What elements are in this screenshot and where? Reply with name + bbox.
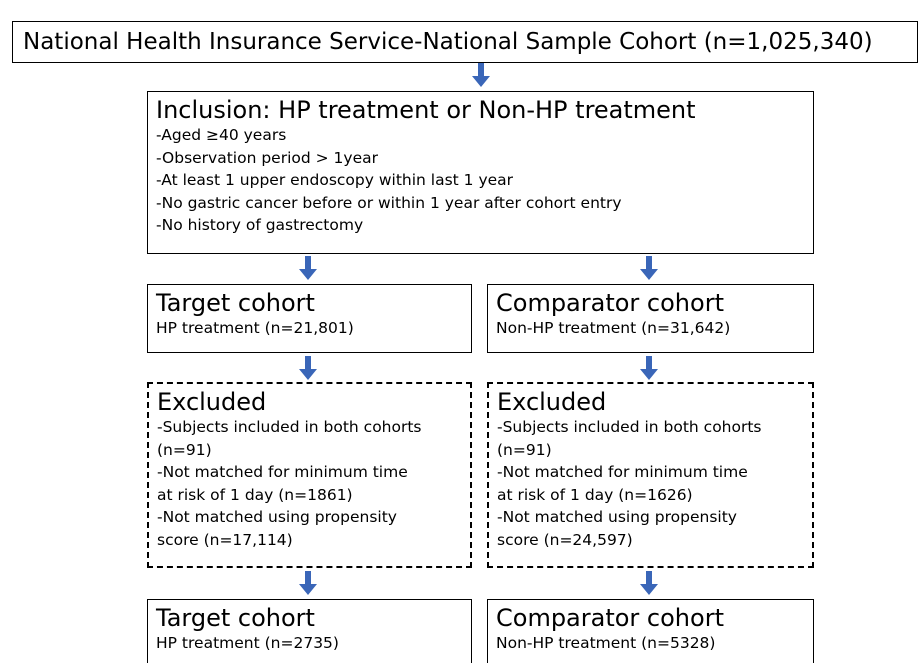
inclusion-criterion: -Observation period > 1year <box>156 148 378 167</box>
excluded-target-line: -Not matched for minimum time <box>157 463 408 481</box>
comparator-cohort-count: Non-HP treatment (n=31,642) <box>496 319 731 337</box>
excluded-target-line: -Subjects included in both cohorts <box>157 418 422 436</box>
excluded-comparator-line: at risk of 1 day (n=1626) <box>497 485 693 504</box>
inclusion-criterion: -No gastric cancer before or within 1 year after cohort entry <box>156 193 622 212</box>
inclusion-criterion: -Aged ≥40 years <box>156 126 287 144</box>
excluded-comparator-line: -Subjects included in both cohorts <box>497 418 762 436</box>
inclusion-title: Inclusion: HP treatment or Non-HP treatment <box>156 96 696 124</box>
flow-arrow-icon <box>470 63 492 87</box>
comparator-final-box <box>487 599 814 663</box>
excluded-target-line: (n=91) <box>157 440 212 459</box>
excluded-comparator-line: -Not matched using propensity <box>497 508 737 526</box>
flow-arrow-icon <box>638 571 660 595</box>
excluded-target-line: -Not matched using propensity <box>157 508 397 526</box>
comparator-final-title: Comparator cohort <box>496 604 724 632</box>
inclusion-criterion: -No history of gastrectomy <box>156 216 364 234</box>
comparator-cohort-box <box>487 284 814 353</box>
comparator-cohort-title: Comparator cohort <box>496 289 724 317</box>
flow-arrow-icon <box>638 356 660 380</box>
flow-arrow-icon <box>297 256 319 280</box>
comparator-final-count: Non-HP treatment (n=5328) <box>496 634 716 652</box>
target-final-box <box>147 599 472 663</box>
excluded-comparator-line: score (n=24,597) <box>497 530 633 549</box>
excluded-target-title: Excluded <box>157 388 267 416</box>
excluded-comparator-line: -Not matched for minimum time <box>497 463 748 481</box>
cohort-source-title: National Health Insurance Service-National Sample Cohort (n=1,025,340) <box>23 29 873 55</box>
excluded-comparator-title: Excluded <box>497 388 607 416</box>
flow-arrow-icon <box>297 571 319 595</box>
target-cohort-title: Target cohort <box>156 289 315 317</box>
excluded-target-box <box>147 382 472 568</box>
excluded-target-line: score (n=17,114) <box>157 530 293 549</box>
excluded-comparator-box <box>487 382 814 568</box>
target-cohort-count: HP treatment (n=21,801) <box>156 319 354 337</box>
target-cohort-box <box>147 284 472 353</box>
cohort-source-box <box>12 21 918 63</box>
inclusion-box <box>147 91 814 254</box>
flow-arrow-icon <box>297 356 319 380</box>
flow-arrow-icon <box>638 256 660 280</box>
excluded-target-line: at risk of 1 day (n=1861) <box>157 485 353 504</box>
target-final-title: Target cohort <box>156 604 315 632</box>
inclusion-criterion: -At least 1 upper endoscopy within last 1 year <box>156 171 514 189</box>
target-final-count: HP treatment (n=2735) <box>156 634 339 652</box>
excluded-comparator-line: (n=91) <box>497 440 552 459</box>
